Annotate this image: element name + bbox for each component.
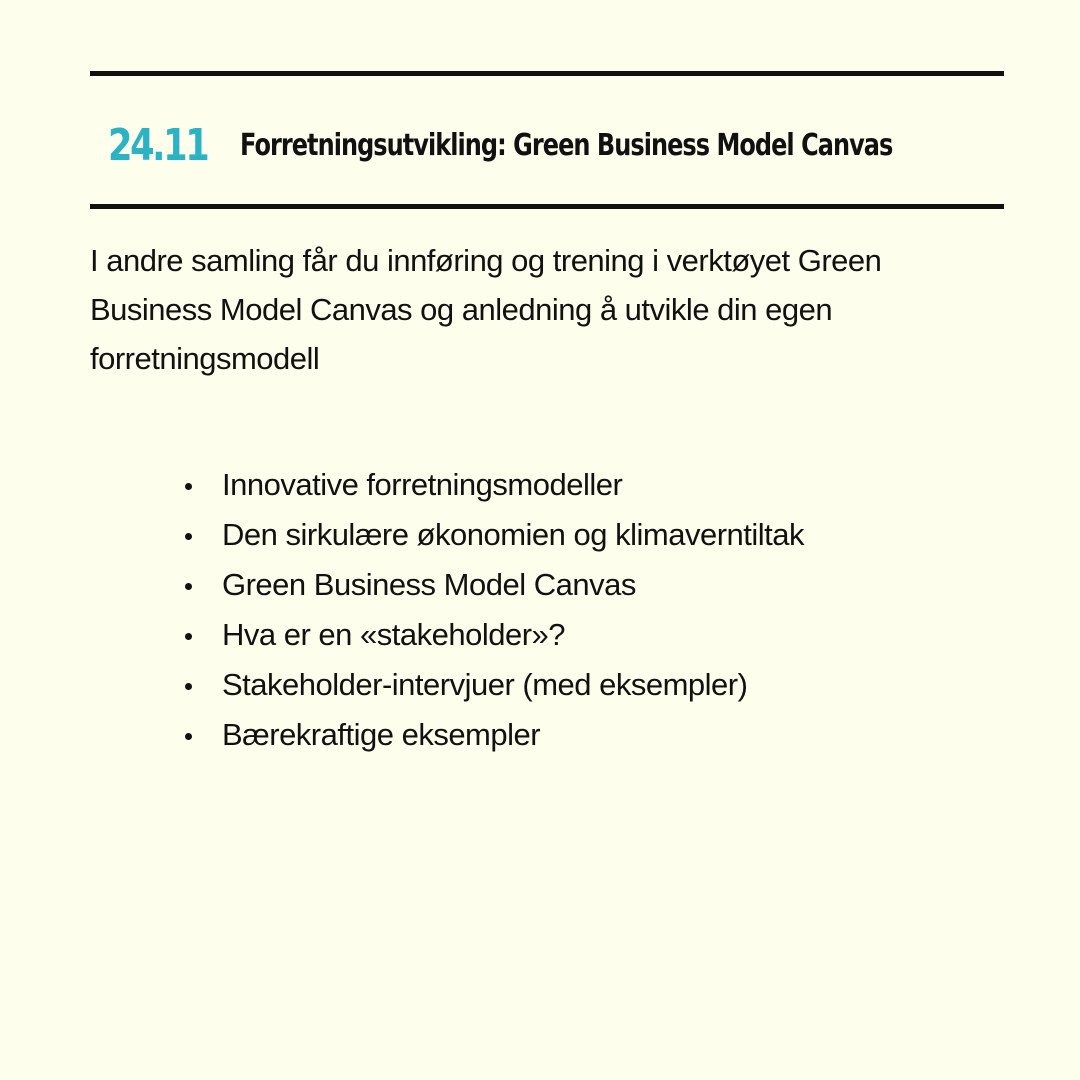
list-item [180, 610, 804, 660]
list-item [180, 510, 804, 560]
top-divider [90, 71, 1004, 76]
session-date: 24.11 [108, 119, 208, 171]
list-item [180, 710, 804, 760]
bullet-icon [185, 533, 192, 540]
bottom-divider [90, 204, 1004, 209]
list-item [180, 560, 804, 610]
list-item-text: Bærekraftige eksempler [222, 717, 541, 752]
bullet-icon [185, 583, 192, 590]
bullet-icon [185, 733, 192, 740]
bullet-icon [185, 633, 192, 640]
session-header [108, 110, 1055, 180]
list-item-text: Green Business Model Canvas [222, 567, 636, 602]
list-item [180, 460, 804, 510]
list-item-text: Stakeholder-intervjuer (med eksempler) [222, 667, 748, 702]
intro-paragraph: I andre samling får du innføring og trening i verktøyet Green Business Model Canvas og anledning å utvikle din egen forretningsmodell [90, 243, 882, 376]
topic-list [180, 460, 804, 760]
list-item-text: Innovative forretningsmodeller [222, 467, 623, 502]
bullet-icon [185, 683, 192, 690]
bullet-icon [185, 483, 192, 490]
list-item-text: Den sirkulære økonomien og klimaverntiltak [222, 517, 805, 552]
list-item-text: Hva er en «stakeholder»? [222, 617, 566, 652]
list-item [180, 660, 804, 710]
session-title: Forretningsutvikling: Green Business Model Canvas [240, 127, 893, 163]
